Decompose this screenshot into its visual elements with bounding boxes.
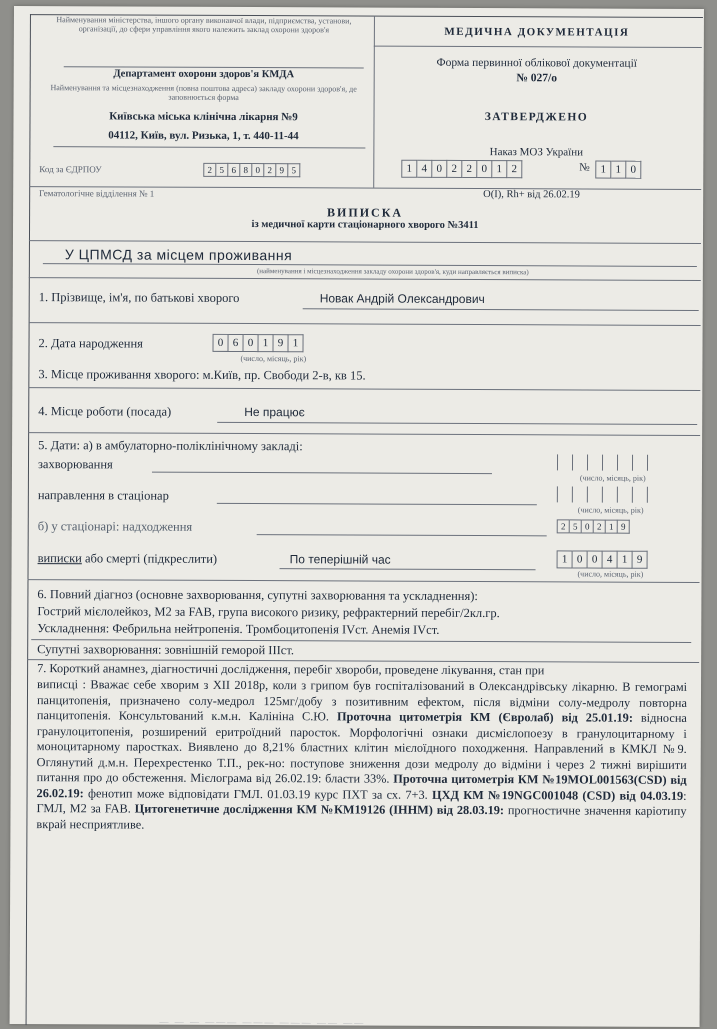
dob-label: 2. Дата народження: [38, 336, 143, 351]
digit-box: [557, 454, 573, 470]
digit-box: [633, 455, 648, 471]
anamnesis-text: виписці : Вважає себе хворим з XII 2018р, коли з грипом був госпіталізований в Олександрівську лікарню. В гемограмі панцитопенія, призначено солу-медрол 125мг/добу з позитивним ефектом, після відміни солу-медролу повторна панцитопенія. Консультований к.м.н. Калініна С.Ю. Проточна цитометрія КМ (Євролаб) від 25.01.19: відносна гранулоцитопенія, розширений еритроїдний паросток. Морфологічні ознаки дисмієлопоезу в гранулоцитарному і моноцитарному паростках. Виявлено до 8,21% бластних клітин мієлоїдного походження. Направлений в КМКЛ №9. Оглянутий д.м.н. Перехрестенко Т.П., рек-но: поступове зниження дози медролу до відміни і через 2 тижні вирішити питання про до обстеження. Мієлограма від 26.02.19: бласти 33%. Проточна цитометрія КМ №19MOL001563(CSD) від 26.02.19: фенотип може відповідати ГМЛ. 01.03.19 курс ПХТ за сх. 7+3. ЦХД КМ №19NGC001048 (CSD) від 04.03.19: ГМЛ, М2 за FAB. Цитогенетичне дослідження КМ №КМ19126 (ІННМ) від 28.03.19: прогностичне значення каріотипу вкрай несприятливе.: [36, 677, 688, 832]
name-value: Новак Андрій Олександрович: [319, 291, 485, 307]
digit-box: 5: [288, 163, 300, 177]
diagnosis-main: Гострий мієлолейкоз, М2 за FAB, група високого ризику, рефрактерний перебіг/2кл.гр.: [37, 604, 500, 621]
referral-date-boxes: [557, 486, 648, 502]
digit-box: 5: [216, 163, 228, 177]
digit-box: [618, 487, 633, 503]
doc-title: ВИПИСКА: [327, 205, 404, 220]
admission-label: б) у стаціонарі: надходження: [37, 519, 193, 534]
digit-box: 2: [557, 519, 570, 533]
diagnosis-complications: Ускладнення: Фебрильна нейтропенія. Тромбоцитопенія IVст. Анемія IVст.: [37, 621, 440, 637]
digit-box: 4: [603, 551, 618, 569]
digit-box: 0: [432, 160, 447, 178]
digit-box: 0: [588, 551, 603, 569]
digit-box: 1: [618, 551, 633, 569]
hospital-address: 04112, Київ, вул. Ризька, 1, т. 440-11-44: [108, 129, 299, 143]
hospital-name: Київська міська клінічна лікарня №9: [109, 110, 298, 124]
digit-box: 9: [276, 163, 288, 177]
authority-caption: Найменування міністерства, іншого органу виконавчої влади, підприємства, установи, організації, до сфери управління якого належить заклад охорони здоров'я: [56, 15, 352, 35]
document-sheet: [10, 6, 704, 1027]
digit-box: 2: [594, 520, 606, 534]
digit-box: [633, 487, 648, 503]
digit-box: 1: [606, 520, 618, 534]
digit-box: 6: [228, 163, 240, 177]
footer-faint-text: — — — ——— ——— ——— —— ——: [159, 1016, 366, 1028]
name-label: 1. Прізвище, ім'я, по батькові хворого: [38, 290, 240, 305]
digit-box: 2: [203, 163, 216, 177]
order-number-boxes: [595, 161, 641, 179]
medical-doc-title: МЕДИЧНА ДОКУМЕНТАЦІЯ: [444, 25, 630, 39]
digit-box: 0: [477, 160, 492, 178]
dob-boxes: [212, 334, 303, 352]
discharge-date-boxes: [557, 550, 648, 568]
digit-box: 1: [557, 550, 573, 568]
digit-box: 2: [462, 160, 477, 178]
digit-box: 1: [258, 334, 273, 352]
form-number: № 027/о: [516, 72, 558, 85]
discharge-value: По теперішній час: [289, 552, 391, 567]
digit-box: 0: [252, 163, 264, 177]
recipient-caption: (найменування і місцезнаходження закладу охорони здоров'я, куди направляється виписка): [256, 267, 529, 277]
digit-box: 0: [212, 334, 228, 352]
illness-label: захворювання: [37, 457, 113, 472]
edrpou-code-boxes: [203, 163, 300, 177]
digit-box: 1: [288, 334, 303, 352]
digit-box: 8: [240, 163, 252, 177]
digit-box: 2: [264, 163, 276, 177]
anamnesis-label: 7. Короткий анамнез, діагностичні дослідження, перебіг хвороби, проведене лікування, стан при: [37, 661, 545, 678]
digit-box: 6: [228, 334, 243, 352]
discharge-caption: (число, місяць, рік): [577, 569, 644, 579]
digit-box: 9: [618, 520, 630, 534]
digit-box: 0: [573, 550, 588, 568]
digit-box: [557, 486, 573, 502]
digit-box: [618, 455, 633, 471]
institution-caption: Найменування та місцезнаходження (повна поштова адреса) закладу охорони здоров'я, де заповнюється форма: [50, 83, 357, 102]
residence: 3. Місце проживання хворого: м.Київ, пр. Свободи 2-в, кв 15.: [38, 367, 366, 383]
digit-box: 0: [243, 334, 258, 352]
order-date-boxes: [401, 160, 522, 179]
digit-box: [603, 487, 618, 503]
digit-box: 4: [417, 160, 432, 178]
digit-box: [573, 454, 588, 470]
order-label: Наказ МОЗ України: [489, 146, 584, 159]
digit-box: 1: [611, 161, 626, 179]
discharge-label: виписки або смерті (підкреслити): [37, 551, 218, 566]
department-name: Департамент охорони здоров'я КМДА: [113, 68, 295, 81]
digit-box: 5: [570, 519, 582, 533]
admission-date-boxes: [557, 519, 630, 533]
digit-box: 1: [595, 161, 611, 179]
digit-box: [603, 455, 618, 471]
referral-caption: (число, місяць, рік): [577, 505, 644, 515]
digit-box: 9: [633, 551, 648, 569]
digit-box: 1: [492, 160, 507, 178]
work-label: 4. Місце роботи (посада): [38, 404, 172, 419]
edrpou-label: Код за ЄДРПОУ: [39, 164, 102, 175]
digit-box: [588, 487, 603, 503]
illness-caption: (число, місяць, рік): [579, 473, 646, 483]
digit-box: 2: [447, 160, 462, 178]
diagnosis-label: 6. Повний діагноз (основне захворювання, супутні захворювання та ускладнення):: [37, 587, 478, 604]
digit-box: [573, 486, 588, 502]
digit-box: 1: [401, 160, 417, 178]
digit-box: [588, 455, 603, 471]
blood-type: O(I), Rh+ від 26.02.19: [483, 189, 580, 201]
digit-box: 9: [273, 334, 288, 352]
work-value: Не працює: [244, 405, 305, 420]
digit-box: 2: [507, 160, 522, 178]
referral-label: направлення в стаціонар: [37, 488, 169, 503]
digit-box: 0: [582, 519, 594, 533]
illness-date-boxes: [557, 454, 648, 470]
digit-box: 0: [626, 161, 641, 179]
diagnosis-concomitant: Супутні захворювання: зовнішній геморой IIIст.: [37, 642, 295, 658]
dates-label: 5. Дати: а) в амбулаторно-поліклінічному закладі:: [38, 438, 303, 454]
order-no-label: №: [579, 161, 590, 174]
department-line: Гематологічне відділення № 1: [39, 188, 155, 199]
approved-label: ЗАТВЕРДЖЕНО: [484, 111, 589, 124]
dob-caption: (число, місяць, рік): [240, 353, 307, 364]
recipient-value: У ЦПМСД за місцем проживання: [64, 246, 293, 264]
form-line: Форма первинної облікової документації: [436, 56, 638, 70]
doc-subtitle: із медичної карти стаціонарного хворого №3411: [251, 219, 479, 232]
